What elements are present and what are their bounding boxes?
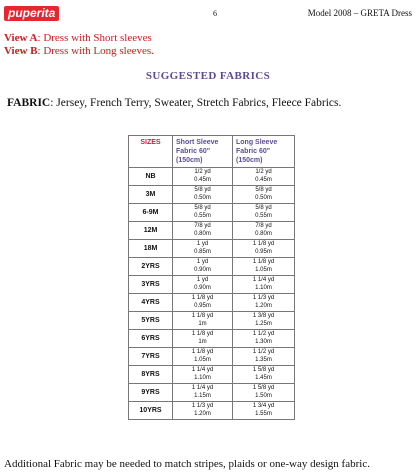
short-sleeve-cell-yards: 1 1/8 yd xyxy=(191,331,214,337)
short-sleeve-cell-meters: 1.20m xyxy=(194,410,211,417)
size-cell: 5YRS xyxy=(129,312,173,330)
size-cell: NB xyxy=(129,168,173,186)
short-sleeve-cell xyxy=(173,222,233,240)
short-sleeve-cell xyxy=(173,366,233,384)
long-sleeve-cell-meters: 1.25m xyxy=(255,320,272,327)
table-header-row xyxy=(129,136,295,168)
table-body xyxy=(129,168,295,420)
long-sleeve-cell-meters: 1.55m xyxy=(255,410,272,417)
size-cell: 3YRS xyxy=(129,276,173,294)
size-cell: 3M xyxy=(129,186,173,204)
short-sleeve-cell-meters: 1.05m xyxy=(194,356,211,363)
long-sleeve-cell-yards: 1 1/3 yd xyxy=(252,295,275,301)
short-sleeve-cell-meters: 0.85m xyxy=(194,248,211,255)
long-sleeve-cell-meters: 0.80m xyxy=(255,230,272,237)
long-sleeve-cell xyxy=(233,294,295,312)
short-sleeve-cell xyxy=(173,258,233,276)
long-sleeve-cell xyxy=(233,276,295,294)
long-sleeve-cell-meters: 0.55m xyxy=(255,212,272,219)
size-cell: 8YRS xyxy=(129,366,173,384)
table-row xyxy=(129,402,295,420)
column-header-short-sleeve: Short Sleeve Fabric 60" (150cm) xyxy=(173,136,233,168)
size-cell: 2YRS xyxy=(129,258,173,276)
fabric-requirements-table xyxy=(128,135,295,420)
table-row xyxy=(129,240,295,258)
long-sleeve-cell-meters: 1.10m xyxy=(255,284,272,291)
short-sleeve-cell-meters: 0.90m xyxy=(194,266,211,273)
short-sleeve-cell-yards: 1 1/8 yd xyxy=(191,349,214,355)
long-sleeve-cell-meters: 1.05m xyxy=(255,266,272,273)
short-sleeve-cell-yards: 1 1/4 yd xyxy=(191,385,214,391)
long-sleeve-cell xyxy=(233,186,295,204)
long-sleeve-cell-meters: 1.50m xyxy=(255,392,272,399)
long-sleeve-cell xyxy=(233,258,295,276)
long-sleeve-cell xyxy=(233,384,295,402)
long-sleeve-cell-yards: 1 1/2 yd xyxy=(252,331,275,337)
short-sleeve-cell-yards: 1 1/8 yd xyxy=(191,295,214,301)
table-row xyxy=(129,222,295,240)
short-sleeve-cell-meters: 0.45m xyxy=(194,176,211,183)
long-sleeve-cell-meters: 0.50m xyxy=(255,194,272,201)
long-sleeve-cell-meters: 0.95m xyxy=(255,248,272,255)
view-a-label: View A xyxy=(4,32,38,44)
size-cell: 18M xyxy=(129,240,173,258)
short-sleeve-cell-meters: 0.95m xyxy=(194,302,211,309)
long-sleeve-cell xyxy=(233,222,295,240)
long-sleeve-cell-yards: 5/8 yd xyxy=(255,205,272,211)
short-sleeve-cell-meters: 1m xyxy=(198,338,207,345)
view-b-label: View B xyxy=(4,45,38,57)
short-sleeve-cell xyxy=(173,186,233,204)
long-sleeve-cell-yards: 1 3/4 yd xyxy=(252,403,275,409)
short-sleeve-cell-meters: 0.55m xyxy=(194,212,211,219)
table-row xyxy=(129,168,295,186)
long-sleeve-cell xyxy=(233,312,295,330)
long-sleeve-cell-yards: 1 1/4 yd xyxy=(252,277,275,283)
short-sleeve-cell xyxy=(173,168,233,186)
short-sleeve-cell-yards: 1 yd xyxy=(196,241,209,247)
long-sleeve-cell-meters: 1.20m xyxy=(255,302,272,309)
long-sleeve-cell xyxy=(233,348,295,366)
size-cell: 10YRS xyxy=(129,402,173,420)
long-sleeve-cell-yards: 7/8 yd xyxy=(255,223,272,229)
column-header-sizes: SIZES xyxy=(129,136,173,168)
table-row xyxy=(129,276,295,294)
long-sleeve-cell-meters: 0.45m xyxy=(255,176,272,183)
brand-logo: puperita xyxy=(4,6,59,21)
table-row xyxy=(129,348,295,366)
short-sleeve-cell xyxy=(173,312,233,330)
long-sleeve-cell-yards: 1 1/8 yd xyxy=(252,241,275,247)
table-row xyxy=(129,330,295,348)
column-header-long-sleeve: Long Sleeve Fabric 60" (150cm) xyxy=(233,136,295,168)
short-sleeve-cell-yards: 5/8 yd xyxy=(194,205,211,211)
table-row xyxy=(129,312,295,330)
long-sleeve-cell xyxy=(233,402,295,420)
long-sleeve-cell-yards: 1/2 yd xyxy=(255,169,272,175)
table-row xyxy=(129,258,295,276)
long-sleeve-cell xyxy=(233,240,295,258)
view-a-line xyxy=(4,32,152,45)
long-sleeve-cell-yards: 1 1/8 yd xyxy=(252,259,275,265)
short-sleeve-cell-yards: 1 1/3 yd xyxy=(191,403,214,409)
page-number: 6 xyxy=(213,9,217,18)
short-sleeve-cell-yards: 1/2 yd xyxy=(194,169,211,175)
short-sleeve-cell-yards: 1 yd xyxy=(196,259,209,265)
short-sleeve-cell xyxy=(173,204,233,222)
table-row xyxy=(129,186,295,204)
fabric-label: FABRIC xyxy=(7,97,51,109)
fabric-text: : Jersey, French Terry, Sweater, Stretch Fabrics, Fleece Fabrics. xyxy=(50,97,342,109)
footer-note: Additional Fabric may be needed to match stripes, plaids or one-way design fabric. xyxy=(4,458,370,470)
size-cell: 7YRS xyxy=(129,348,173,366)
short-sleeve-cell xyxy=(173,294,233,312)
fabric-line xyxy=(7,97,341,109)
short-sleeve-cell-yards: 1 1/4 yd xyxy=(191,367,214,373)
long-sleeve-cell xyxy=(233,168,295,186)
table-row xyxy=(129,384,295,402)
short-sleeve-cell-meters: 1m xyxy=(198,320,207,327)
long-sleeve-cell xyxy=(233,204,295,222)
short-sleeve-cell xyxy=(173,330,233,348)
short-sleeve-cell xyxy=(173,402,233,420)
short-sleeve-cell-yards: 7/8 yd xyxy=(194,223,211,229)
view-b-line xyxy=(4,45,154,58)
short-sleeve-cell xyxy=(173,276,233,294)
table-row xyxy=(129,204,295,222)
short-sleeve-cell-meters: 1.10m xyxy=(194,374,211,381)
table-row xyxy=(129,294,295,312)
size-cell: 9YRS xyxy=(129,384,173,402)
view-a-text: : Dress with Short sleeves xyxy=(37,32,152,44)
long-sleeve-cell-meters: 1.35m xyxy=(255,356,272,363)
table-row xyxy=(129,366,295,384)
short-sleeve-cell-meters: 0.80m xyxy=(194,230,211,237)
short-sleeve-cell-yards: 1 yd xyxy=(196,277,209,283)
long-sleeve-cell-yards: 5/8 yd xyxy=(255,187,272,193)
long-sleeve-cell-yards: 1 1/2 yd xyxy=(252,349,275,355)
size-cell: 4YRS xyxy=(129,294,173,312)
long-sleeve-cell-yards: 1 5/8 yd xyxy=(252,367,275,373)
short-sleeve-cell xyxy=(173,348,233,366)
long-sleeve-cell-yards: 1 3/8 yd xyxy=(252,313,275,319)
section-title: SUGGESTED FABRICS xyxy=(145,70,271,82)
size-cell: 6-9M xyxy=(129,204,173,222)
short-sleeve-cell xyxy=(173,384,233,402)
long-sleeve-cell xyxy=(233,366,295,384)
size-cell: 12M xyxy=(129,222,173,240)
short-sleeve-cell-yards: 5/8 yd xyxy=(194,187,211,193)
long-sleeve-cell-meters: 1.45m xyxy=(255,374,272,381)
model-label: Model 2008 – GRETA Dress xyxy=(307,8,412,18)
short-sleeve-cell-meters: 1.15m xyxy=(194,392,211,399)
long-sleeve-cell xyxy=(233,330,295,348)
long-sleeve-cell-yards: 1 5/8 yd xyxy=(252,385,275,391)
short-sleeve-cell xyxy=(173,240,233,258)
view-b-text: : Dress with Long sleeves. xyxy=(37,45,154,57)
short-sleeve-cell-meters: 0.90m xyxy=(194,284,211,291)
size-cell: 6YRS xyxy=(129,330,173,348)
long-sleeve-cell-meters: 1.30m xyxy=(255,338,272,345)
short-sleeve-cell-yards: 1 1/8 yd xyxy=(191,313,214,319)
short-sleeve-cell-meters: 0.50m xyxy=(194,194,211,201)
